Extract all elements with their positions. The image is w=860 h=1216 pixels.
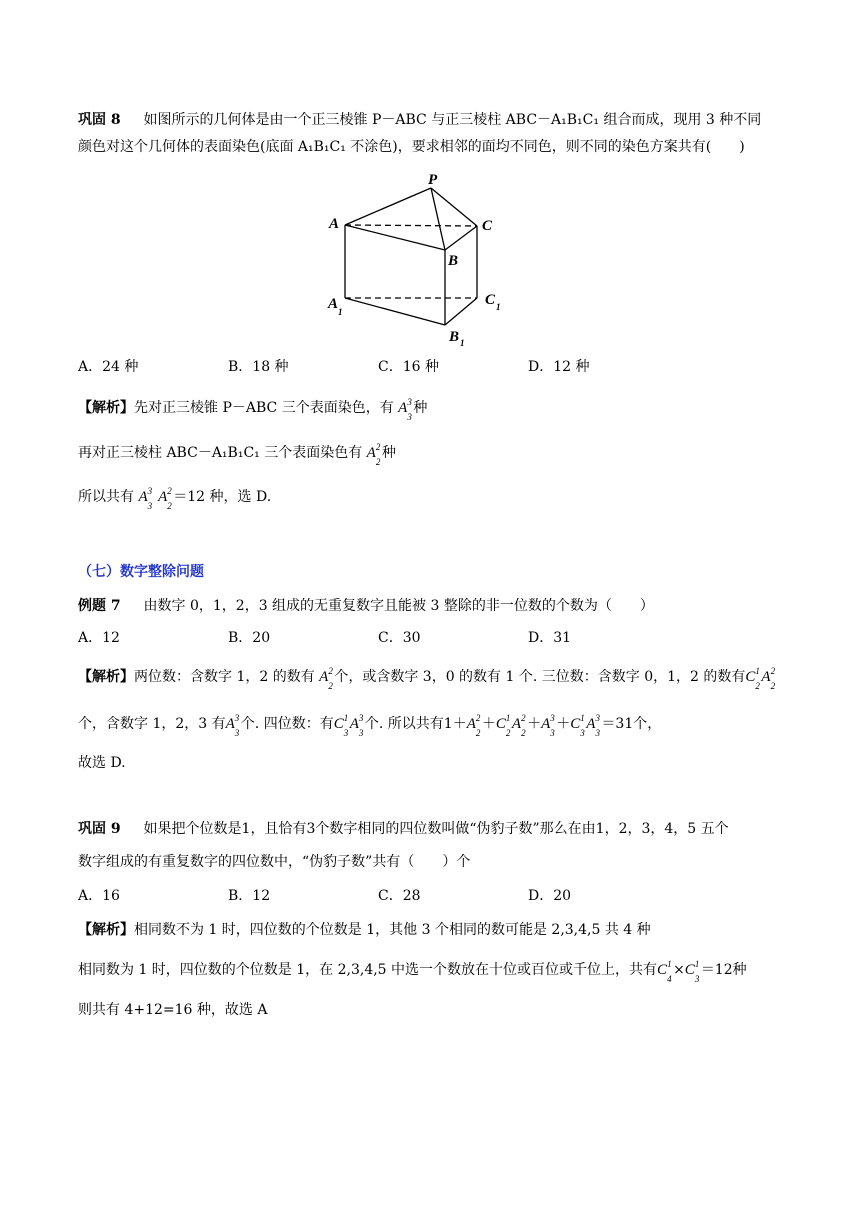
perm-A33-b: A 3 3 [138,486,153,511]
q9-solution-2: 相同数为 1 时，四位数的个位数是 1，在 2,3,4,5 中选一个数放在十位或百位或千位上，共有C 1 4 ×C 1 3 ＝12种 [78,959,747,984]
ex7-option-a: A．12 [78,630,120,646]
q9-tag: 巩固 9 [78,821,121,837]
ex7-solution-1: 【解析】两位数：含数字 1，2 的数有 A 2 2 个，或含数字 3，0 的数有 1 个. 三位数：含数字 0，1，2 的数有C 1 2 A 2 2 [78,666,776,691]
q9-solution-3: 则共有 4+12=16 种，故选 A [78,1002,268,1018]
q8-option-b: B．18 种 [228,359,289,375]
q9-option-a: A．16 [78,888,120,904]
perm-A22: A 2 2 [366,442,381,467]
q8-solution-tag: 【解析】 [78,400,134,416]
ex7-tag: 例题 7 [78,598,121,614]
q9-line2: 数字组成的有重复数字的四位数中，“伪豹子数”共有（ ）个 [78,854,471,870]
q8-solution-1: 【解析】先对正三棱锥 P－ABC 三个表面染色，有 A 3 3 种 [78,397,428,422]
q8-option-c: C．16 种 [378,359,439,375]
ex7-solution-3: 故选 D. [78,755,126,771]
q9-solution-1: 【解析】相同数不为 1 时，四位数的个位数是 1，其他 3 个相同的数可能是 2,3,4,5 共 4 种 [78,922,651,938]
label-A: A [329,216,340,232]
q9-option-d: D．20 [528,888,572,904]
label-B: B [448,253,459,269]
label-B1-sub: 1 [460,338,465,348]
q9-option-b: B．12 [228,888,271,904]
q9-option-c: C．28 [378,888,421,904]
label-A1-sub: 1 [338,307,343,317]
q8-solution-2: 再对正三棱柱 ABC－A₁B₁C₁ 三个表面染色有 A 2 2 种 [78,442,396,467]
prism-pyramid-figure [320,168,510,350]
q9-solution-tag: 【解析】 [78,922,134,938]
label-A1: A [328,296,339,312]
label-C: C [482,218,493,234]
ex7-option-b: B．20 [228,630,271,646]
ex7-solution-tag: 【解析】 [78,669,134,685]
q8-option-d: D．12 种 [528,359,590,375]
label-C1-sub: 1 [496,302,501,312]
section-title: （七）数字整除问题 [78,564,204,580]
label-B1: B [449,329,460,345]
label-P: P [428,172,438,188]
q9-line1: 巩固 9 如果把个位数是1，且恰有3个数字相同的四位数叫做“伪豹子数”那么在由1，2，3，4，5 五个 [78,821,729,837]
ex7-option-d: D．31 [528,630,572,646]
ex7-question: 例题 7 由数字 0，1，2，3 组成的无重复数字且能被 3 整除的非一位数的个数为（ ） [78,598,654,614]
ex7-option-c: C．30 [378,630,421,646]
q8-line1 [78,110,761,130]
label-C1: C [485,292,496,308]
perm-A33: A 3 3 [398,397,412,422]
perm-A22-b: A 2 2 [158,486,172,511]
q8-text-1: 如图所示的几何体是由一个正三棱锥 P－ABC 与正三棱柱 ABC－A₁B₁C₁ 组合而成，现用 3 种不同 [143,112,762,128]
ex7-solution-2: 个，含数字 1，2，3 有A 3 3 个. 四位数：有C 1 3 A 3 3 个. 所以共有1＋A 2 2 ＋C 1 2 A 2 2 ＋A 3 3 ＋C 1 3 A 3 3 ＝31个， [78,713,662,738]
q8-option-a: A．24 种 [78,359,139,375]
q8-line2: 颜色对这个几何体的表面染色(底面 A₁B₁C₁ 不涂色)，要求相邻的面均不同色，则不同的染色方案共有( ) [78,139,745,155]
q8-tag: 巩固 8 [78,112,121,128]
q8-solution-3: 所以共有 A 3 3 A 2 2 ＝12 种，选 D. [78,486,272,511]
